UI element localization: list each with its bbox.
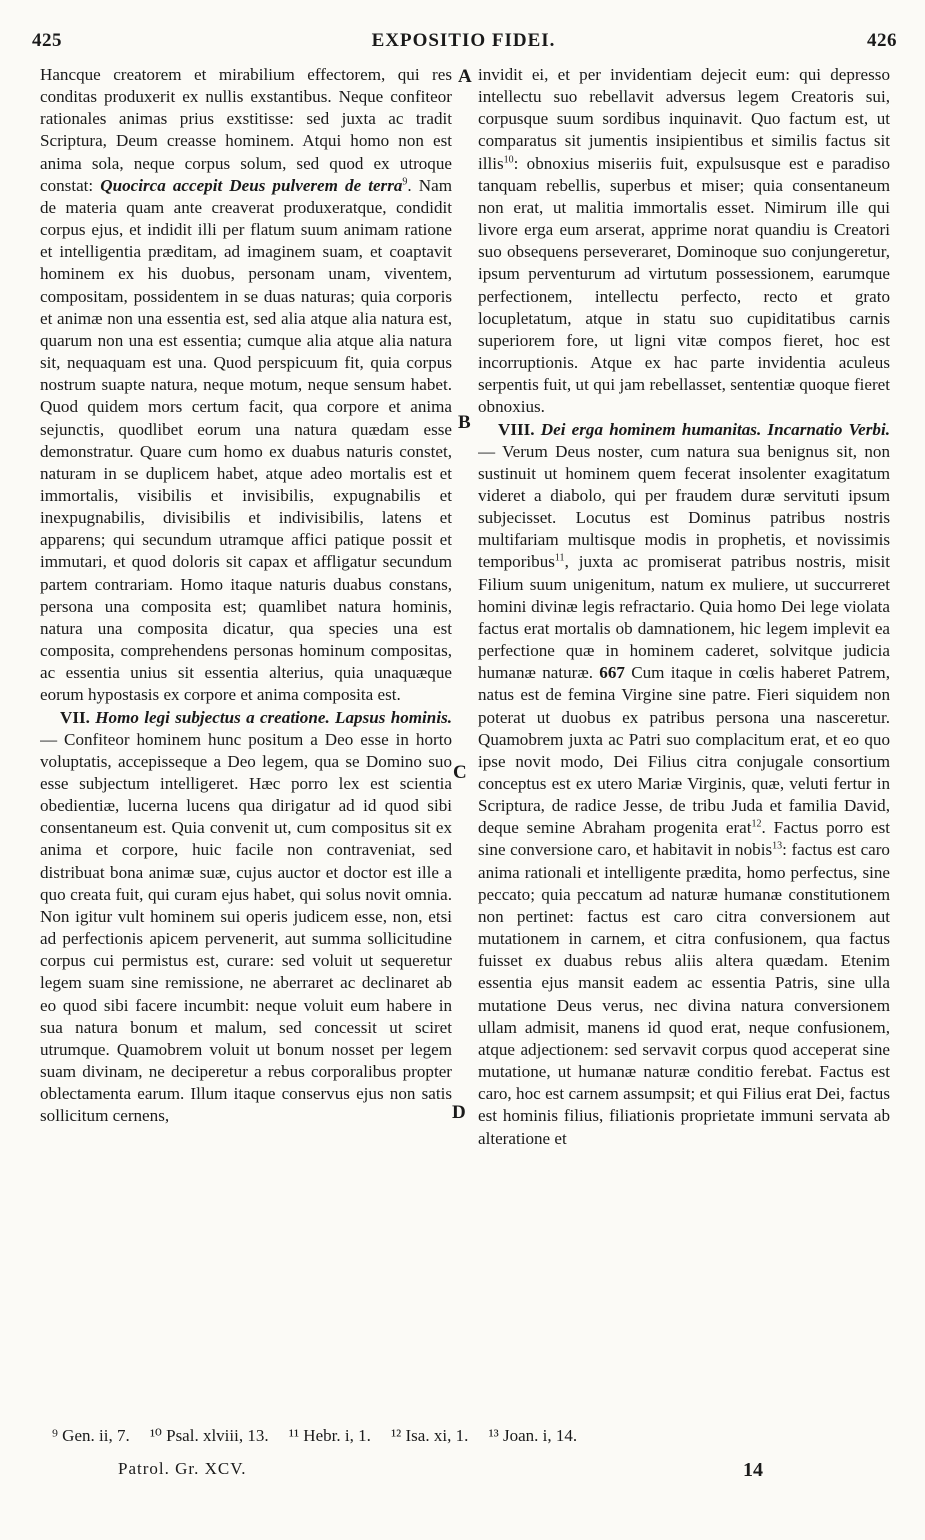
section-7-title: Homo legi subjectus a creatione. Lapsus hominis. xyxy=(95,707,452,727)
signature-mark: 14 xyxy=(743,1459,763,1481)
scripture-quote: Quocirca accepit Deus pulverem de terra xyxy=(100,175,403,195)
footnote-ref: 10 xyxy=(503,153,514,165)
footnote-ref: 11 xyxy=(554,552,565,564)
footnote: ¹¹ Hebr. i, 1. xyxy=(288,1426,371,1445)
margin-letter-c: C xyxy=(453,762,467,783)
left-paragraph xyxy=(40,64,452,707)
footnote-ref: 13 xyxy=(772,840,783,852)
margin-letter-a: A xyxy=(458,66,472,87)
page-number-right: 426 xyxy=(867,30,897,51)
section-7-text: — Confiteor hominem hunc positum a Deo esse in horto voluptatis, accepisseque a Deo legem, qua se Domino suo esse subjectum intelligeret. Hæc porro lex est scientia obedientiæ, lucerna lucens qua dirigatur ad id quod sibi consentaneum est. Quia convenit ut, cum compositus sit ex anima et corpore, huic facile non contraveniat, sed distribuat bona animæ suæ, cujus auctor et doctor est ille a quo creata fuit, qui curam ejus habet, qui solus novit omnia. Non igitur vult hominem sui operis judicem esse, non, etsi ad perfectionis apicem pervenerit, aut summa sollicitudine corpus cui permistus est, curare: sed voluit ut sequeretur legem suam sine remissione, ne aberraret ac declinaret ab eo quod sibi facere incumbit: neque voluit eum habere in sua natura bonum et malum, sed concessit ut sciret utrumque. Quamobrem voluit ut bonum nosset per legem suam divinam, ne deciperetur a rebus corporalibus propter oblectamenta earum. Illum itaque conservus ejus non satis sollicitum cernens, xyxy=(40,729,452,1126)
page-number-left: 425 xyxy=(32,30,62,51)
series-title: Patrol. Gr. XCV. xyxy=(118,1459,247,1478)
section-7 xyxy=(40,707,452,1128)
left-text-1: Hancque creatorem et mirabilium effectorem, qui res conditas produxerit ex nullis exstantibus. Neque confiteor rationales animas prius exstitisse: sed juxta ac tradit Scriptura, Deum creasse hominem. Atqui homo non est anima sola, neque corpus solum, sed quod ex utroque constat: xyxy=(40,65,452,195)
footnote: ¹² Isa. xi, 1. xyxy=(391,1426,469,1445)
footnote-ref: 12 xyxy=(751,818,762,830)
margin-letter-d: D xyxy=(452,1102,466,1123)
section-8-text-e: : factus est caro anima rationali et intelligente prædita, homo perfectus, sine peccato; quia peccatum ad naturæ humanæ constitutionem non pertinet: factus est caro citra conversionem aut mutationem in carnem, et citra confusionem, qua factus fuisset ex duabus rebus aliis altera quædam. Etenim essentia ejus mansit eadem ac essentia Patris, sine ulla mutatione Deus verus, nec divina natura conversionem ullam admisit, manens id quod erat, neque confusionem, atque adjectionem: sed servavit corpus quod acceperat sine mutatione, ut humanæ naturæ conditio ferebat. Factus est caro, hoc est carnem assumpsit; et qui Filius erat Dei, factus est hominis filius, filiationis proprietate immuni servata ab alteratione et xyxy=(478,840,890,1148)
right-paragraph xyxy=(478,64,890,419)
section-7-number: VII. xyxy=(60,707,90,727)
left-text-2: . Nam de materia quam ante creaverat produxeratque, condidit corpus ejus, et indidit illi per flatum suum animam ratione et intelligentia præditam, ad imaginem suam, et coaptavit hominem ex his duobus, personam unam, viventem, compositam, possidentem in se duas naturas; quia corporis et animæ non una essentia est, sed alia atque alia natura est, quarum non una est essentia; cumque alia atque alia natura sit, nequaquam est una. Quod perspicuum fit, quia corpus nostrum suapte natura, neque motum, neque sensum habet. Quod quidem mors certum facit, qua corpore et anima sejunctis, quodlibet eorum una natura quædam esse demonstratur. Quare cum homo ex duabus naturis constet, naturam in se duplicem habet, atque adeo mortalis est et immortalis, visibilis et invisibilis, expugnabilis et inexpugnabilis, divisibilis et indivisibilis, latens et apparens; qui secundum utramque affici patique possit et immutari, et quod doloris sit capax et affligatur secundum partem contrariam. Homo itaque naturis duabus constans, persona una composita est; quamlibet natura hominis, natura una composita dicatur, qua species una est composita, comprehendens personas hominum compositas, ac essentia unius sit essentia alterius, quia unaquæque eorum hypostasis ex corpore et anima composita est. xyxy=(40,175,452,705)
section-8 xyxy=(478,419,890,1150)
footnotes xyxy=(52,1426,885,1446)
section-8-text-a: — Verum Deus noster, cum natura sua benignus sit, non sustinuit ut hominem quem fecerat insolenter exagitatum videret a diabolo, qui per fraudem duræ servituti ipsum subjecisset. Locutus est Dominus patribus nostris multifariam multisque modis in prophetis, et novissimis temporibus xyxy=(478,441,890,572)
column-number: 667 xyxy=(599,663,625,683)
right-text-2: : obnoxius miseriis fuit, expulsusque est e paradiso tanquam rebellis, superbus et miser; quia consentaneum non erat, ut malitia immortalis esset. Nimirum ille qui livore erga eum arserat, apprime norat quandiu is Creatori suo obsequens perseveraret, Dominoque suo conjungeretur, ipsum perventurum ad virtutum possessionem, earumque perfectionem, intellectu perfecto, recto et grato locupletatum, atque in statu suo cupiditatibus carnis superiorem fore, ut ligni vitæ compos fieret, hoc est incorruptionis. Atque ex hac parte invidentia aculeus serpentis fuit, ut qui jam rebellasset, sententiæ quoque fieret obnoxius. xyxy=(478,153,890,417)
footnote-ref: 9 xyxy=(402,176,408,188)
footnote: ¹³ Joan. i, 14. xyxy=(488,1426,578,1445)
running-title: EXPOSITIO FIDEI. xyxy=(371,30,556,51)
footnote: ⁹ Gen. ii, 7. xyxy=(52,1426,130,1445)
section-8-text-c: Cum itaque in cœlis haberet Patrem, natus est de femina Virgine sine patre. Fieri siquidem non poterat ut duobus ex patribus persona una nasceretur. Quamobrem juxta ac Patri suo complacitum erat, et eo quo ipse novit modo, Dei Filius citra conjugale consortium conceptus est ex utero Mariæ Virginis, quæ, veluti fertur in Scriptura, de radice Jesse, de tribu Juda et familia David, deque semine Abraham progenita erat xyxy=(478,663,890,838)
page-header xyxy=(30,30,897,58)
margin-letter-b: B xyxy=(458,412,471,433)
section-8-title: Dei erga hominem humanitas. Incarnatio Verbi. xyxy=(540,419,890,439)
section-8-text-d: . Factus porro est sine conversione caro, et habitavit in nobis xyxy=(478,818,890,860)
right-text-1: invidit ei, et per invidentiam dejecit eum: qui depresso intellectu suo rebellavit adversus legem Creatoris sui, corpusque suum sordibus inquinavit. Quo factum est, ut comparatus sit jumentis insipientibus et similis factus sit illis xyxy=(478,65,890,173)
footnote: ¹⁰ Psal. xlviii, 13. xyxy=(149,1426,269,1445)
left-column xyxy=(40,64,452,1410)
right-column xyxy=(478,64,890,1410)
section-8-text-b: , juxta ac promiserat patribus nostris, misit Filium suum unigenitum, natum ex muliere, ut succurreret homini divinæ legis refractario. Quia homo Dei lege violata factus erat mortalis ob damnationem, hic legem implevit ea perfectione quæ in hominem caderet, solvitque judicia humanæ naturæ. xyxy=(478,552,890,683)
section-8-number: VIII. xyxy=(498,419,535,439)
